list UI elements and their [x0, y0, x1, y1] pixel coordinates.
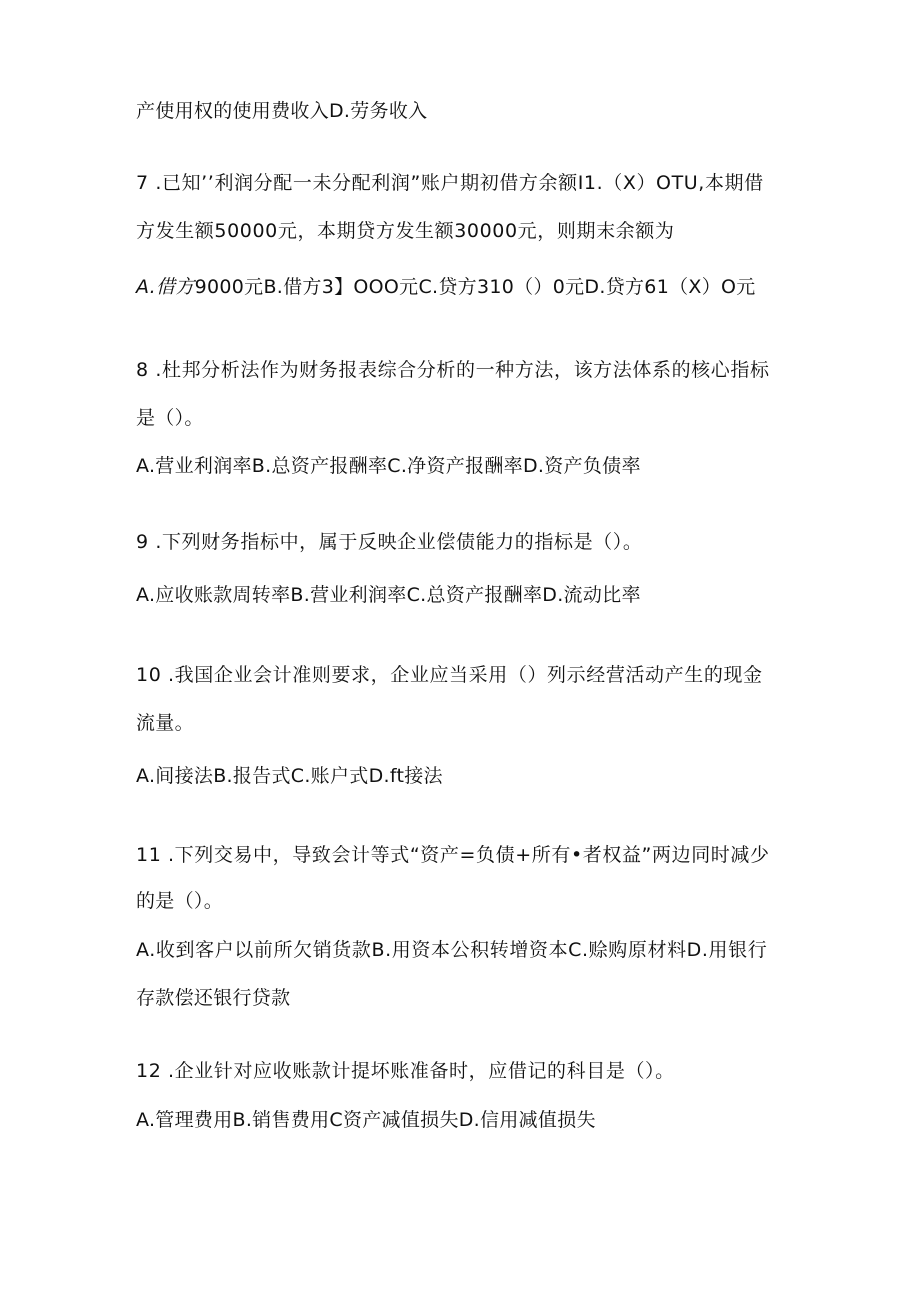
question-12-stem-line-1: 12 .企业针对应收账款计提坏账准备时，应借记的科目是（）。: [136, 1060, 675, 1082]
question-10-options: A.间接法B.报告式C.账户式D.ft接法: [136, 765, 443, 787]
question-7-stem-line-2: 方发生额50000元，本期贷方发生额30000元，则期末余额为: [136, 220, 675, 242]
question-8-options: A.营业利润率B.总资产报酬率C.净资产报酬率D.资产负债率: [136, 455, 641, 477]
question-8-stem-line-2: 是（）。: [136, 407, 204, 429]
question-11-stem-line-2: 的是（）。: [136, 890, 224, 912]
question-12-options: A.管理费用B.销售费用C资产减值损失D.信用减值损失: [136, 1109, 596, 1131]
question-7-options: [136, 274, 796, 300]
question-10-stem-line-1: 10 .我国企业会计准则要求，企业应当采用（）列示经营活动产生的现金: [136, 664, 763, 686]
question-7-options-rest: 9000元B.借方3】OOO元C.贷方310（）0元D.贷方61（X）O元: [194, 276, 756, 298]
question-11-options-line-1: A.收到客户以前所欠销货款B.用资本公积转增资本C.赊购原材料D.用银行: [136, 939, 768, 961]
question-11-stem-line-1: 11 .下列交易中，导致会计等式“资产=负债+所有•者权益”两边同时减少: [136, 844, 770, 866]
question-9-stem-line-1: 9 .下列财务指标中，属于反映企业偿债能力的指标是（）。: [136, 531, 643, 553]
question-9-options: A.应收账款周转率B.营业利润率C.总资产报酬率D.流动比率: [136, 584, 641, 606]
question-11-options-line-2: 存款偿还银行贷款: [136, 987, 291, 1009]
question-8-stem-line-1: 8 .杜邦分析法作为财务报表综合分析的一种方法，该方法体系的核心指标: [136, 359, 770, 381]
question-7-stem-line-1: 7 .已知’’利润分配一未分配利润”账户期初借方余额I1.（X）OTU,本期借: [136, 172, 764, 194]
question-10-stem-line-2: 流量。: [136, 712, 194, 734]
intro-line: 产使用权的使用费收入D.劳务收入: [136, 100, 428, 122]
question-7-options-lead: A.借方: [136, 276, 195, 298]
